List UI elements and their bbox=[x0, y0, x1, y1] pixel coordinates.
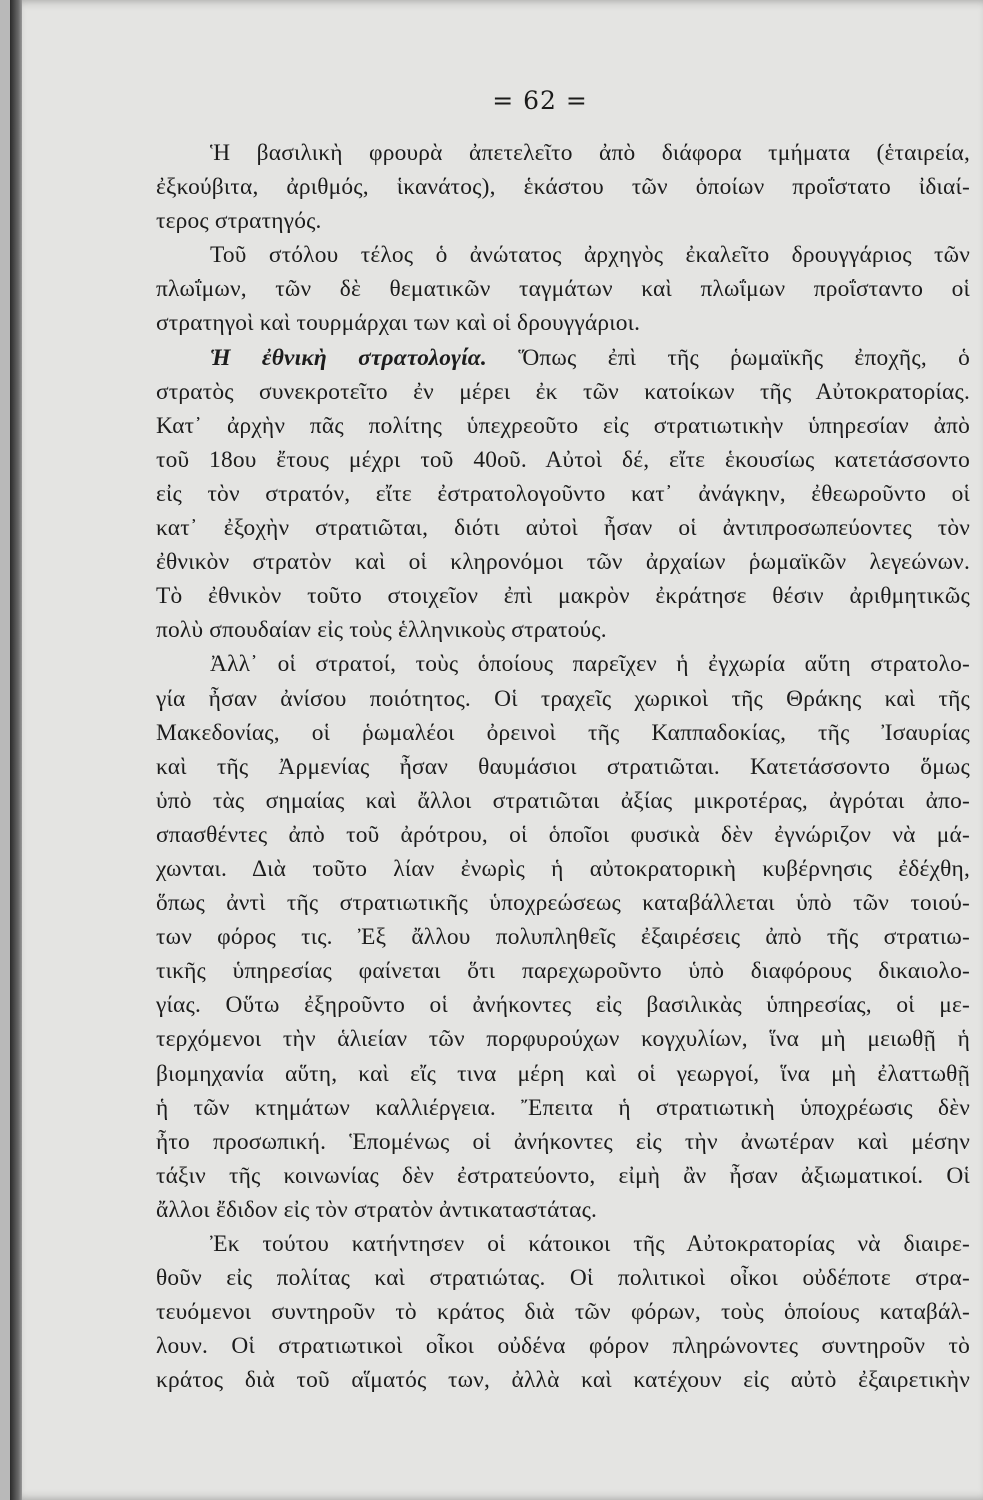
text-line: κατ᾿ ἐξοχὴν στρατιῶται, διότι αὐτοὶ ἦσαν οἱ ἀντιπροσωπεύοντες τὸν bbox=[156, 515, 970, 542]
text-line: ἡ τῶν κτημάτων καλλιέργεια. Ἔπειτα ἡ στρατιωτικὴ ὑποχρέωσις δὲν bbox=[156, 1094, 970, 1121]
text-line: καὶ τῆς Ἀρμενίας ἦσαν θαυμάσιοι στρατιῶται. Κατετάσσοντο ὅμως bbox=[156, 753, 970, 780]
text-line: γία ἦσαν ἀνίσου ποιότητος. Οἱ τραχεῖς χωρικοὶ τῆς Θράκης καὶ τῆς bbox=[156, 685, 970, 712]
paragraph-national-conscription bbox=[156, 341, 970, 648]
text-line: ἄλλοι ἔδιδον εἰς τὸν στρατὸν ἀντικαταστάτας. bbox=[156, 1196, 598, 1223]
text-line: στρατηγοὶ καὶ τουρμάρχαι των καὶ οἱ δρουγγάριοι. bbox=[156, 310, 641, 337]
text-line: τοῦ 18ου ἔτους μέχρι τοῦ 40οῦ. Αὐτοὶ δέ, εἴτε ἑκουσίως κατετάσσοντο bbox=[156, 446, 970, 473]
text-line: χωνται. Διὰ τοῦτο λίαν ἐνωρὶς ἡ αὐτοκρατορικὴ κυβέρνησις ἐδέχθη, bbox=[156, 855, 970, 882]
paragraph-fleet bbox=[156, 238, 970, 340]
text-line: εἰς τὸν στρατόν, εἴτε ἐστρατολογοῦντο κατ᾿ ἀνάγκην, ἐθεωροῦντο οἱ bbox=[156, 480, 970, 507]
text-line: ἐθνικὸν στρατὸν καὶ οἱ κληρονόμοι τῶν ἀρχαίων ῥωμαϊκῶν λεγεώνων. bbox=[156, 549, 970, 576]
body-text bbox=[156, 136, 970, 1397]
text-line: ἦτο προσωπική. Ἑπομένως οἱ ἀνήκοντες εἰς τὴν ἀνωτέραν καὶ μέσην bbox=[156, 1128, 970, 1155]
text-line: ἐξκούβιτα, ἀριθμός, ἱκανάτος), ἑκάστου τῶν ὁποίων προΐστατο ἰδιαί- bbox=[156, 174, 970, 201]
text-line: ὅπως ἀντὶ τῆς στρατιωτικῆς ὑποχρεώσεως καταβάλλεται ὑπὸ τῶν τοιού- bbox=[156, 890, 970, 917]
page-binding-edge bbox=[10, 0, 22, 1500]
text-line: των φόρος τις. Ἐξ ἄλλου πολυπληθεῖς ἐξαιρέσεις ἀπὸ τῆς στρατιω- bbox=[156, 924, 970, 951]
text-line: πλωΐμων, τῶν δὲ θεματικῶν ταγμάτων καὶ πλωΐμων προΐσταντο οἱ bbox=[156, 276, 970, 303]
text-line: Τὸ ἐθνικὸν τοῦτο στοιχεῖον ἐπὶ μακρὸν ἐκράτησε θέσιν ἀριθμητικῶς bbox=[156, 583, 970, 610]
text-line bbox=[156, 341, 970, 375]
text-line: τευόμενοι συντηροῦν τὸ κράτος διὰ τῶν φόρων, τοὺς ὁποίους καταβάλ- bbox=[156, 1299, 970, 1326]
text-line: Τοῦ στόλου τέλος ὁ ἀνώτατος ἀρχηγὸς ἐκαλεῖτο δρουγγάριος τῶν bbox=[210, 242, 970, 269]
book-page bbox=[10, 0, 983, 1500]
text-line: βιομηχανία αὕτη, καὶ εἴς τινα μέρη καὶ οἱ γεωργοί, ἵνα μὴ ἐλαττωθῇ bbox=[156, 1060, 970, 1087]
text-line: ὑπὸ τὰς σημαίας καὶ ἄλλοι στρατιῶται ἀξίας μικροτέρας, ἀγρόται ἀπο- bbox=[156, 787, 970, 814]
page-number: = 62 = bbox=[492, 86, 588, 115]
text-line: Ἐκ τούτου κατήντησεν οἱ κάτοικοι τῆς Αὐτοκρατορίας νὰ διαιρε- bbox=[210, 1231, 970, 1257]
text-line: σπασθέντες ἀπὸ τοῦ ἀρότρου, οἱ ὁποῖοι φυσικὰ δὲν ἐγνώριζον νὰ μά- bbox=[156, 821, 970, 848]
paragraph-citizens-soldiers bbox=[156, 1227, 970, 1397]
paragraph-soldier-quality bbox=[156, 647, 970, 1227]
text-line: στρατὸς συνεκροτεῖτο ἐν μέρει ἐκ τῶν κατοίκων τῆς Αὐτοκρατορίας. bbox=[156, 378, 970, 405]
text-line: θοῦν εἰς πολίτας καὶ στρατιώτας. Οἱ πολιτικοὶ οἶκοι οὐδέποτε στρα- bbox=[156, 1265, 970, 1292]
text-line: γίας. Οὕτω ἐξηροῦντο οἱ ἀνήκοντες εἰς βασιλικὰς ὑπηρεσίας, οἱ με- bbox=[156, 992, 970, 1019]
text-line: Μακεδονίας, οἱ ῥωμαλέοι ὀρεινοὶ τῆς Καππαδοκίας, τῆς Ἰσαυρίας bbox=[156, 719, 970, 746]
text-line: Κατ᾿ ἀρχὴν πᾶς πολίτης ὑπεχρεοῦτο εἰς στρατιωτικὴν ὑπηρεσίαν ἀπὸ bbox=[156, 412, 970, 439]
section-title: Ἡ ἐθνικὴ στρατολογία. bbox=[210, 344, 487, 371]
text-line: τερχόμενοι τὴν ἁλιείαν τῶν πορφυρούχων κογχυλίων, ἵνα μὴ μειωθῇ ἡ bbox=[156, 1026, 970, 1053]
text-line: Ἡ βασιλικὴ φρουρὰ ἀπετελεῖτο ἀπὸ διάφορα τμήματα (ἑταιρεία, bbox=[210, 140, 970, 166]
text-line: Ἀλλ᾿ οἱ στρατοί, τοὺς ὁποίους παρεῖχεν ἡ ἐγχωρία αὕτη στρατολο- bbox=[210, 651, 970, 678]
text-line-rest: Ὅπως ἐπὶ τῆς ῥωμαϊκῆς ἐποχῆς, ὁ bbox=[518, 344, 970, 371]
text-line: τάξιν τῆς κοινωνίας δὲν ἐστρατεύοντο, εἰμὴ ἂν ἦσαν ἀξιωματικοί. Οἱ bbox=[156, 1162, 970, 1189]
text-line: πολὺ σπουδαίαν εἰς τοὺς ἑλληνικοὺς στρατούς. bbox=[156, 617, 607, 644]
text-line: λουν. Οἱ στρατιωτικοὶ οἶκοι οὐδένα φόρον πληρώνοντες συντηροῦν τὸ bbox=[156, 1333, 970, 1360]
text-line: τερος στρατηγός. bbox=[156, 208, 322, 235]
paragraph-royal-guard bbox=[156, 136, 970, 238]
text-line: τικῆς ὑπηρεσίας φαίνεται ὅτι παρεχωροῦντο ὑπὸ διαφόρους δικαιολο- bbox=[156, 958, 970, 985]
text-line: κράτος διὰ τοῦ αἵματός των, ἀλλὰ καὶ κατέχουν εἰς αὐτὸ ἐξαιρετικὴν bbox=[156, 1367, 970, 1394]
